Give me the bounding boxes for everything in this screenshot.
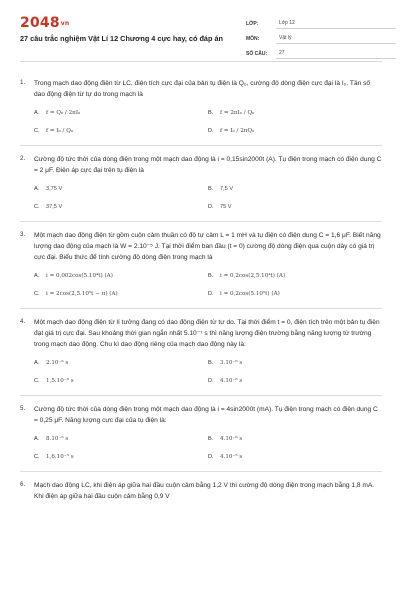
option-label: A. xyxy=(34,360,40,366)
answer-option-c[interactable] xyxy=(34,448,208,466)
divider xyxy=(20,145,382,146)
meta-row-class xyxy=(246,14,396,29)
answer-option-a[interactable] xyxy=(34,430,208,448)
answer-option-b[interactable] xyxy=(208,354,382,372)
option-text: 7,5 V xyxy=(220,186,234,192)
answer-options xyxy=(34,267,382,303)
option-text: i = 0,2cos(2,5.10⁴t) (A) xyxy=(220,273,286,279)
option-label: C. xyxy=(34,128,40,134)
option-text: f = I₀ / Q₀ xyxy=(46,128,74,134)
option-label: A. xyxy=(34,110,40,116)
option-label: A. xyxy=(34,273,40,279)
question-item xyxy=(20,154,382,216)
meta-label: LỚP: xyxy=(246,21,259,27)
option-label: D. xyxy=(208,204,214,210)
option-text: i = 0,002cos(5.10⁴t) (A) xyxy=(46,273,113,279)
question-item xyxy=(20,480,382,502)
question-body xyxy=(34,317,382,390)
option-text: i = 0,2cos(5.10⁵t) (A) xyxy=(220,291,280,297)
option-text: f = Q₀ / 2πI₀ xyxy=(46,110,81,116)
option-label: D. xyxy=(208,378,214,384)
question-item xyxy=(20,230,382,303)
document-title: 27 câu trắc nghiệm Vật Lí 12 Chương 4 cực hay, có đáp án xyxy=(20,34,223,43)
option-label: C. xyxy=(34,454,40,460)
option-label: A. xyxy=(34,186,40,192)
question-number: 1. xyxy=(20,79,26,86)
option-text: 75 V xyxy=(220,204,232,210)
question-number: 4. xyxy=(20,318,26,325)
option-label: C. xyxy=(34,291,40,297)
answer-option-a[interactable] xyxy=(34,354,208,372)
meta-value: 27 xyxy=(276,50,396,59)
question-number: 6. xyxy=(20,481,26,488)
site-logo[interactable] xyxy=(20,15,69,31)
option-text: 1,5.10⁻⁶ s xyxy=(46,378,74,384)
option-label: B. xyxy=(208,273,214,279)
meta-value: Lớp 12 xyxy=(276,20,396,29)
question-item xyxy=(20,404,382,466)
question-text: Trong mạch dao động điện từ LC, điện tích cực đại của bản tụ điện là Q₀, cường độ dòng điện cực đại là I₀. Tần số dao động điện từ tự do trong mạch là xyxy=(34,80,371,98)
option-label: A. xyxy=(34,436,40,442)
question-list xyxy=(20,62,382,502)
answer-options xyxy=(34,430,382,466)
question-text: Cường độ tức thời của dòng điện trong một mạch dao động là i = 0,15sin2000t (A). Tụ điện trong mạch có điện dung C = 2 μF. Điện áp cực đại trên tụ điện là xyxy=(34,156,382,174)
option-text: 2.10⁻⁶ s xyxy=(46,360,69,366)
question-text: Một mạch dao động điện từ lí tưởng đang có dao động điện từ tự do. Tại thời điểm t = 0, điện tích trên một bản tụ điện đạt giá trị cực đại. Sau khoảng thời gian ngắn nhất 5.10⁻⁷ s thì năng lượng điện trường bằng năng lượng từ trường trong mạch dao động. Chu kì dao động riêng của mạch dao động này là: xyxy=(34,319,380,348)
answer-options xyxy=(34,180,382,216)
answer-option-b[interactable] xyxy=(208,104,382,122)
logo-suffix: vn xyxy=(60,20,70,27)
meta-value: Vật lý xyxy=(276,35,396,44)
answer-option-c[interactable] xyxy=(34,285,208,303)
answer-option-a[interactable] xyxy=(34,104,208,122)
option-label: B. xyxy=(208,186,214,192)
option-label: D. xyxy=(208,454,214,460)
question-number: 2. xyxy=(20,155,26,162)
option-label: B. xyxy=(208,110,214,116)
option-label: C. xyxy=(34,204,40,210)
question-text: Một mạch dao động điện từ gồm cuộn cảm thuần có độ tự cảm L = 1 mH và tụ điện có điện dung C = 1,6 μF. Biết năng lượng dao động của mạch là W = 2.10⁻⁵ J. Tại thời điểm ban đầu (t = 0) cường độ dòng điện qua cuộn dây có giá trị cực đại. Biểu thức để tính cường độ dòng điện trong mạch là xyxy=(34,232,381,261)
option-label: B. xyxy=(208,360,214,366)
meta-row-subject xyxy=(246,29,396,44)
question-body xyxy=(34,404,382,466)
answer-options xyxy=(34,354,382,390)
question-body xyxy=(34,480,382,502)
answer-option-d[interactable] xyxy=(208,448,382,466)
option-text: 3,75 V xyxy=(46,186,63,192)
answer-option-d[interactable] xyxy=(208,285,382,303)
question-text: Cường độ tức thời của dòng điện trong một mạch dao động là i = 4sin2000t (mA). Tụ điện trong mạch có điện dung C = 0,25 μF. Năng lượng cực đại của tụ điện là: xyxy=(34,406,378,424)
answer-option-d[interactable] xyxy=(208,122,382,140)
question-body xyxy=(34,154,382,216)
divider xyxy=(20,308,382,309)
question-number: 3. xyxy=(20,231,26,238)
option-text: 1,6.10⁻⁵ s xyxy=(46,454,74,460)
question-number: 5. xyxy=(20,405,26,412)
answer-option-c[interactable] xyxy=(34,372,208,390)
option-text: 3.10⁻⁶ s xyxy=(220,360,243,366)
option-text: f = 2πI₀ / Q₀ xyxy=(220,110,255,116)
option-label: B. xyxy=(208,436,214,442)
option-label: D. xyxy=(208,128,214,134)
answer-option-c[interactable] xyxy=(34,198,208,216)
question-body xyxy=(34,230,382,303)
divider xyxy=(20,471,382,472)
answer-options xyxy=(34,104,382,140)
logo-text: 2048 xyxy=(20,15,60,31)
answer-option-d[interactable] xyxy=(208,198,382,216)
answer-option-b[interactable] xyxy=(208,430,382,448)
meta-label: SỐ CÂU: xyxy=(246,51,268,57)
option-text: 4.10⁻⁶ s xyxy=(220,436,243,442)
option-text: 37,5 V xyxy=(46,204,63,210)
question-item xyxy=(20,317,382,390)
answer-option-c[interactable] xyxy=(34,122,208,140)
answer-option-d[interactable] xyxy=(208,372,382,390)
option-text: 8.10⁻⁶ s xyxy=(46,436,69,442)
document-header xyxy=(20,0,382,62)
meta-row-count xyxy=(246,44,396,59)
option-text: i = 2cos(2,5.10⁵t − π) (A) xyxy=(46,291,118,297)
answer-option-b[interactable] xyxy=(208,267,382,285)
option-label: C. xyxy=(34,378,40,384)
divider xyxy=(20,395,382,396)
answer-option-b[interactable] xyxy=(208,180,382,198)
question-item xyxy=(20,78,382,140)
question-text: Mạch dao động LC, khi điện áp giữa hai đầu cuộn cảm bằng 1,2 V thì cường độ dòng điện trong mạch bằng 1,8 mA. Khi điện áp giữa hai đầu cuộn cảm bằng 0,9 V xyxy=(34,482,375,500)
option-text: f = I₀ / 2πQ₀ xyxy=(220,128,255,134)
answer-option-a[interactable] xyxy=(34,180,208,198)
option-text: 4.10⁻⁵ s xyxy=(220,454,243,460)
answer-option-a[interactable] xyxy=(34,267,208,285)
question-body xyxy=(34,78,382,140)
document-meta xyxy=(246,14,396,59)
meta-label: MÔN: xyxy=(246,36,260,42)
option-text: 4.10⁻⁶ s xyxy=(220,378,243,384)
option-label: D. xyxy=(208,291,214,297)
divider xyxy=(20,221,382,222)
